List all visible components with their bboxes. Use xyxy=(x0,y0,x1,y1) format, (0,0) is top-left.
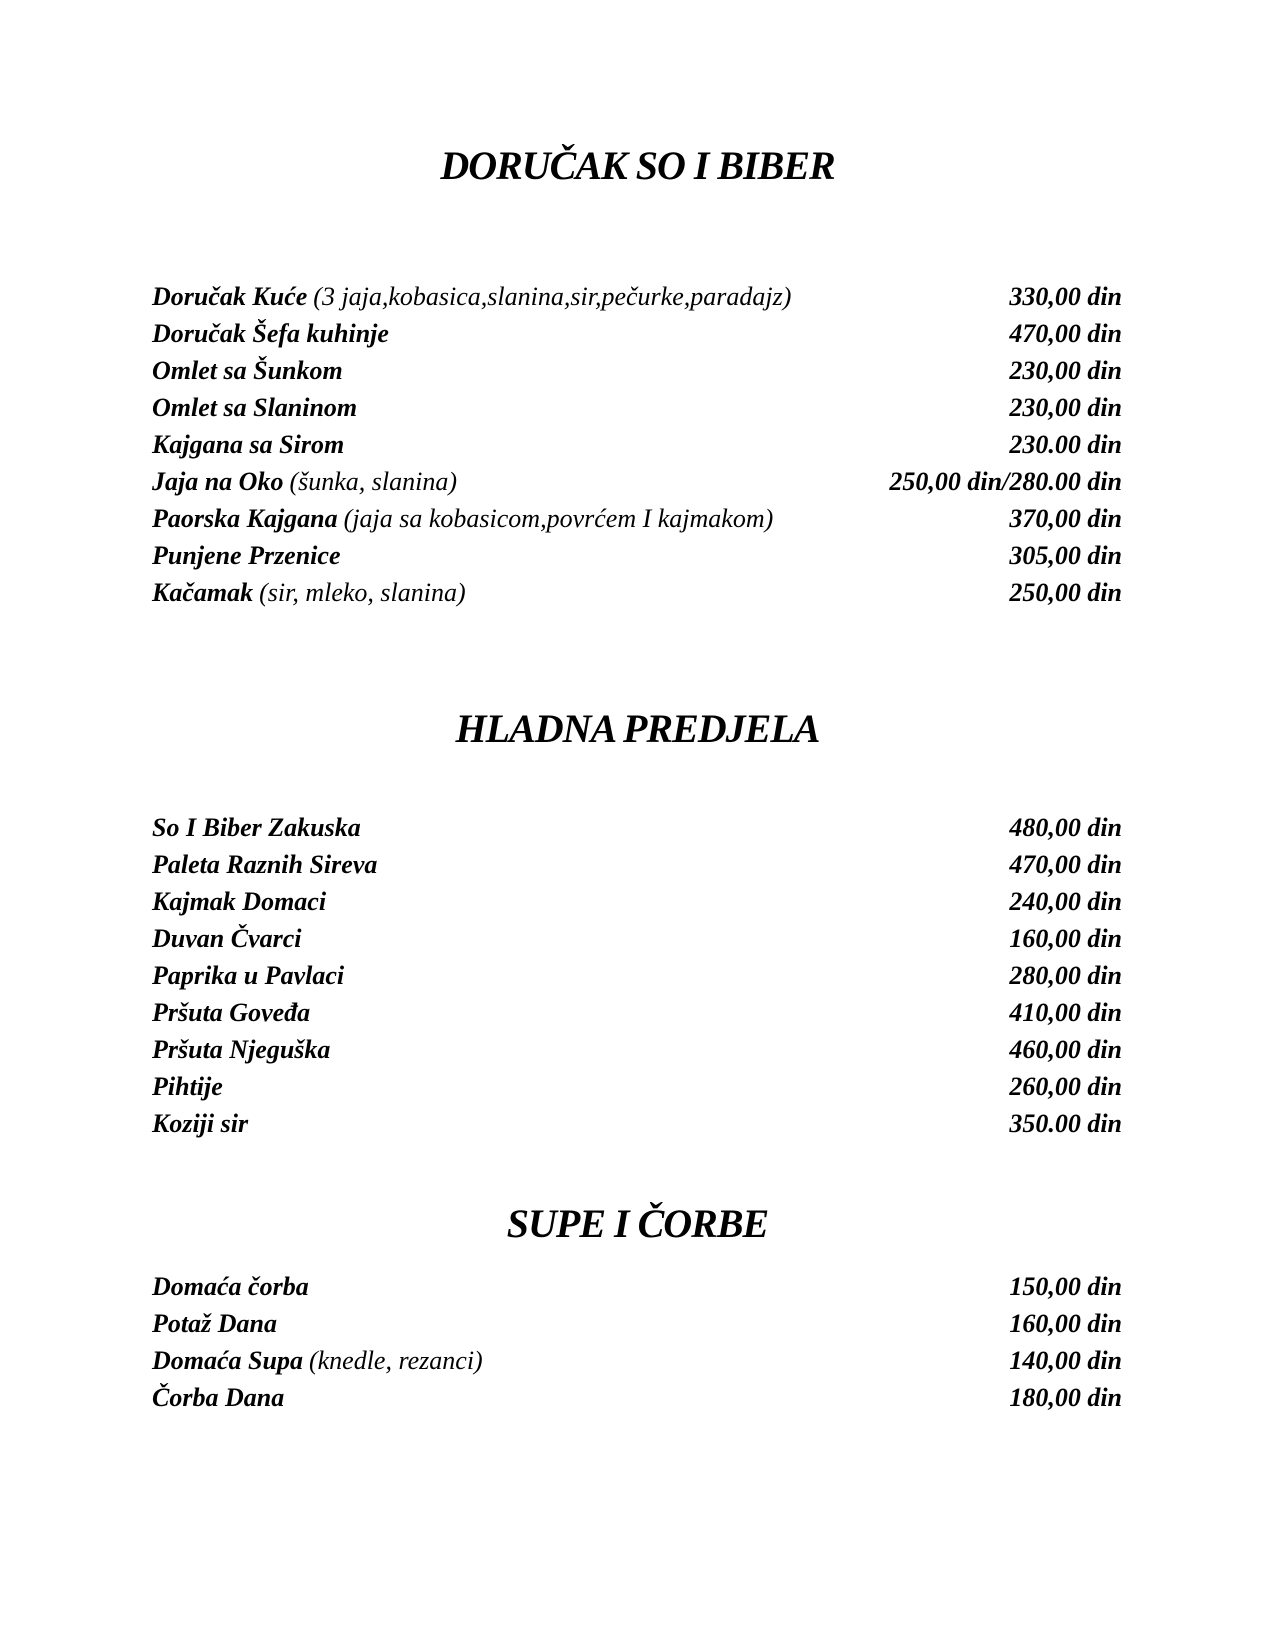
menu-item-price: 230,00 din xyxy=(1009,356,1122,385)
menu-item-name: Koziji sir xyxy=(152,1109,249,1138)
menu-item xyxy=(152,463,1122,500)
menu-item-price: 180,00 din xyxy=(1009,1383,1122,1412)
menu-item xyxy=(152,1342,1122,1379)
menu-item-price: 160,00 din xyxy=(1009,1309,1122,1338)
section-title-cold-appetizers: HLADNA PREDJELA xyxy=(455,706,820,751)
menu-item-price: 330,00 din xyxy=(1009,282,1122,311)
menu-item-name: Kajgana sa Sirom xyxy=(152,430,345,459)
menu-item-note: (3 jaja,kobasica,slanina,sir,pečurke,paradajz) xyxy=(313,282,792,311)
menu-item-name: Pršuta Njeguška xyxy=(152,1035,331,1064)
menu-item-name: Doručak Šefa kuhinje xyxy=(152,319,389,348)
menu-item-price: 230.00 din xyxy=(1009,430,1122,459)
menu-item-name: Domaća Supa xyxy=(152,1346,303,1375)
menu-item-price: 260,00 din xyxy=(1009,1072,1122,1101)
menu-item xyxy=(152,1268,1122,1305)
menu-item-name: Paprika u Pavlaci xyxy=(152,961,345,990)
menu-item xyxy=(152,389,1122,426)
menu-item-name: Pršuta Goveđa xyxy=(152,998,311,1027)
menu-item-note: (jaja sa kobasicom,povrćem I kajmakom) xyxy=(343,504,774,533)
menu-item-price: 240,00 din xyxy=(1009,887,1122,916)
menu-item xyxy=(152,1105,1122,1142)
menu-item-name: Jaja na Oko xyxy=(152,467,284,496)
menu-item-note: (sir, mleko, slanina) xyxy=(259,578,466,607)
menu-item-price: 470,00 din xyxy=(1009,850,1122,879)
menu-item-price: 370,00 din xyxy=(1009,504,1122,533)
menu-item-price: 460,00 din xyxy=(1009,1035,1122,1064)
menu-item-name: Kajmak Domaci xyxy=(152,887,327,916)
menu-item-name: Paorska Kajgana xyxy=(152,504,338,533)
menu-item-price: 140,00 din xyxy=(1009,1346,1122,1375)
menu-item xyxy=(152,846,1122,883)
breakfast-list xyxy=(152,278,1122,611)
menu-item xyxy=(152,957,1122,994)
menu-item-price: 160,00 din xyxy=(1009,924,1122,953)
menu-item-price: 250,00 din xyxy=(1009,578,1122,607)
menu-item-price: 480,00 din xyxy=(1009,813,1122,842)
menu-item-price: 250,00 din/280.00 din xyxy=(889,467,1122,496)
menu-item xyxy=(152,809,1122,846)
menu-item-name: Čorba Dana xyxy=(152,1383,285,1412)
menu-item xyxy=(152,994,1122,1031)
menu-item xyxy=(152,352,1122,389)
menu-item xyxy=(152,1031,1122,1068)
soups-list xyxy=(152,1268,1122,1416)
menu-item xyxy=(152,574,1122,611)
menu-item xyxy=(152,500,1122,537)
menu-item xyxy=(152,883,1122,920)
menu-item xyxy=(152,537,1122,574)
menu-item-name: So I Biber Zakuska xyxy=(152,813,361,842)
menu-item-name: Punjene Przenice xyxy=(152,541,341,570)
menu-item-name: Paleta Raznih Sireva xyxy=(152,850,378,879)
menu-item xyxy=(152,1068,1122,1105)
menu-item-price: 350.00 din xyxy=(1009,1109,1122,1138)
menu-item-price: 230,00 din xyxy=(1009,393,1122,422)
section-title-breakfast: DORUČAK SO I BIBER xyxy=(440,143,835,188)
menu-item-note: (knedle, rezanci) xyxy=(308,1346,483,1375)
menu-item xyxy=(152,920,1122,957)
menu-item-name: Domaća čorba xyxy=(152,1272,309,1301)
menu-item-name: Duvan Čvarci xyxy=(152,924,302,953)
menu-item-name: Omlet sa Slaninom xyxy=(152,393,358,422)
section-title-soups: SUPE I ČORBE xyxy=(506,1201,769,1246)
menu-item-price: 470,00 din xyxy=(1009,319,1122,348)
menu-item-name: Pihtije xyxy=(152,1072,223,1101)
menu-item-name: Potaž Dana xyxy=(152,1309,277,1338)
menu-item-price: 150,00 din xyxy=(1009,1272,1122,1301)
menu-item xyxy=(152,278,1122,315)
cold-appetizers-list xyxy=(152,809,1122,1142)
menu-item-name: Doručak Kuće xyxy=(152,282,308,311)
menu-item xyxy=(152,315,1122,352)
menu-item-note: (šunka, slanina) xyxy=(289,467,458,496)
menu-item-name: Kačamak xyxy=(152,578,254,607)
menu-item xyxy=(152,1305,1122,1342)
menu-item-price: 305,00 din xyxy=(1009,541,1122,570)
menu-item-price: 280,00 din xyxy=(1009,961,1122,990)
menu-item-price: 410,00 din xyxy=(1009,998,1122,1027)
menu-item-name: Omlet sa Šunkom xyxy=(152,356,343,385)
menu-item xyxy=(152,1379,1122,1416)
menu-item xyxy=(152,426,1122,463)
